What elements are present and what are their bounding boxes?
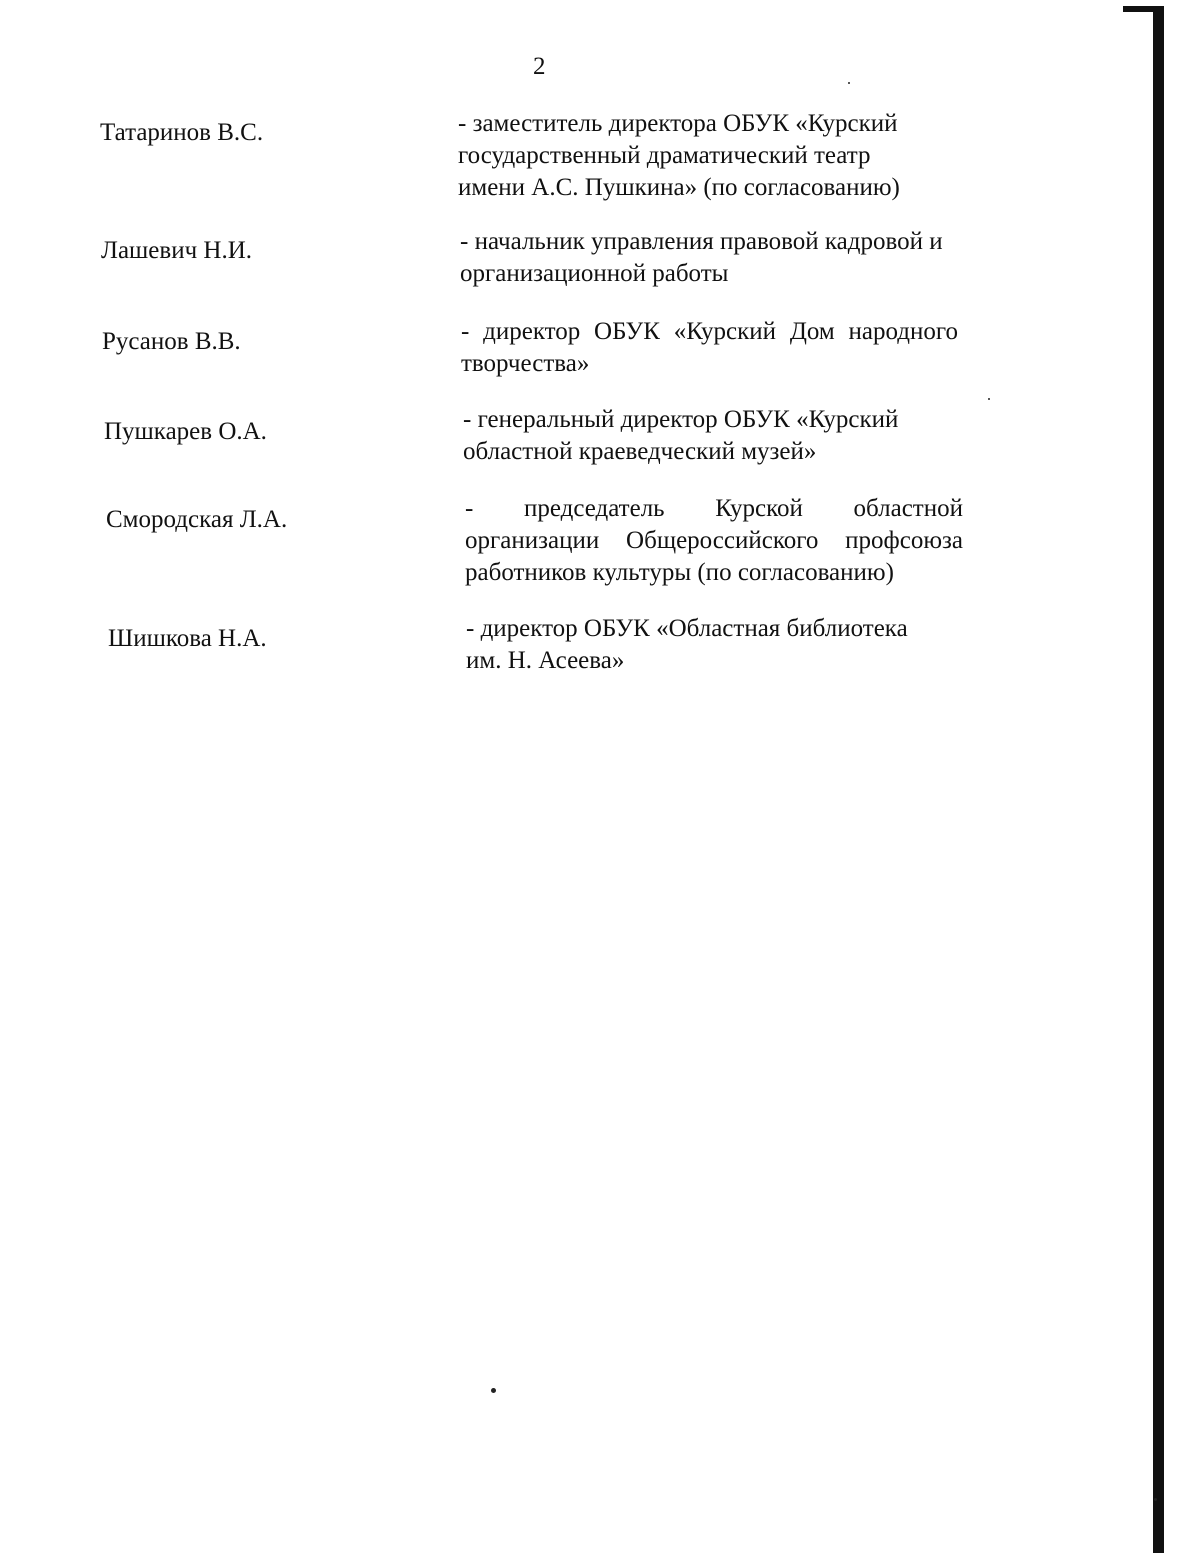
member-role-line: организации Общероссийского профсоюза [465,527,963,554]
member-role-line: творчества» [461,350,590,377]
scan-speck [1154,1498,1157,1501]
member-role-line: организационной работы [460,260,729,287]
member-name: Пушкарев О.А. [104,418,267,445]
member-name: Русанов В.В. [102,328,241,355]
member-name: Татаринов В.С. [100,119,264,146]
member-role-line: им. Н. Асеева» [466,647,625,674]
member-role-line: - начальник управления правовой кадровой и [460,228,943,255]
member-name: Шишкова Н.А. [108,625,267,652]
member-role [460,226,943,290]
member-role [461,316,958,380]
member-role-line: работников культуры (по согласованию) [465,559,894,586]
scan-border-right [1153,8,1164,1553]
member-role-line: имени А.С. Пушкина» (по согласованию) [458,174,900,201]
member-name: Смородская Л.А. [106,506,288,533]
member-role [463,404,898,468]
scan-speck [491,1388,496,1393]
member-role-line: областной краеведческий музей» [463,438,817,465]
member-role [465,493,963,589]
member-role-line: - председатель Курской областной [465,495,963,522]
member-role [466,613,908,677]
scan-speck [988,398,990,400]
member-role-line: - директор ОБУК «Областная библиотека [466,615,908,642]
member-role [458,108,900,204]
member-role-line: - директор ОБУК «Курский Дом народного [461,318,958,345]
member-role-line: - заместитель директора ОБУК «Курский [458,110,898,137]
scan-speck [848,82,850,84]
member-name: Лашевич Н.И. [101,237,253,264]
member-role-line: - генеральный директор ОБУК «Курский [463,406,899,433]
member-role-line: государственный драматический театр [458,142,871,169]
page-number: 2 [533,53,546,80]
